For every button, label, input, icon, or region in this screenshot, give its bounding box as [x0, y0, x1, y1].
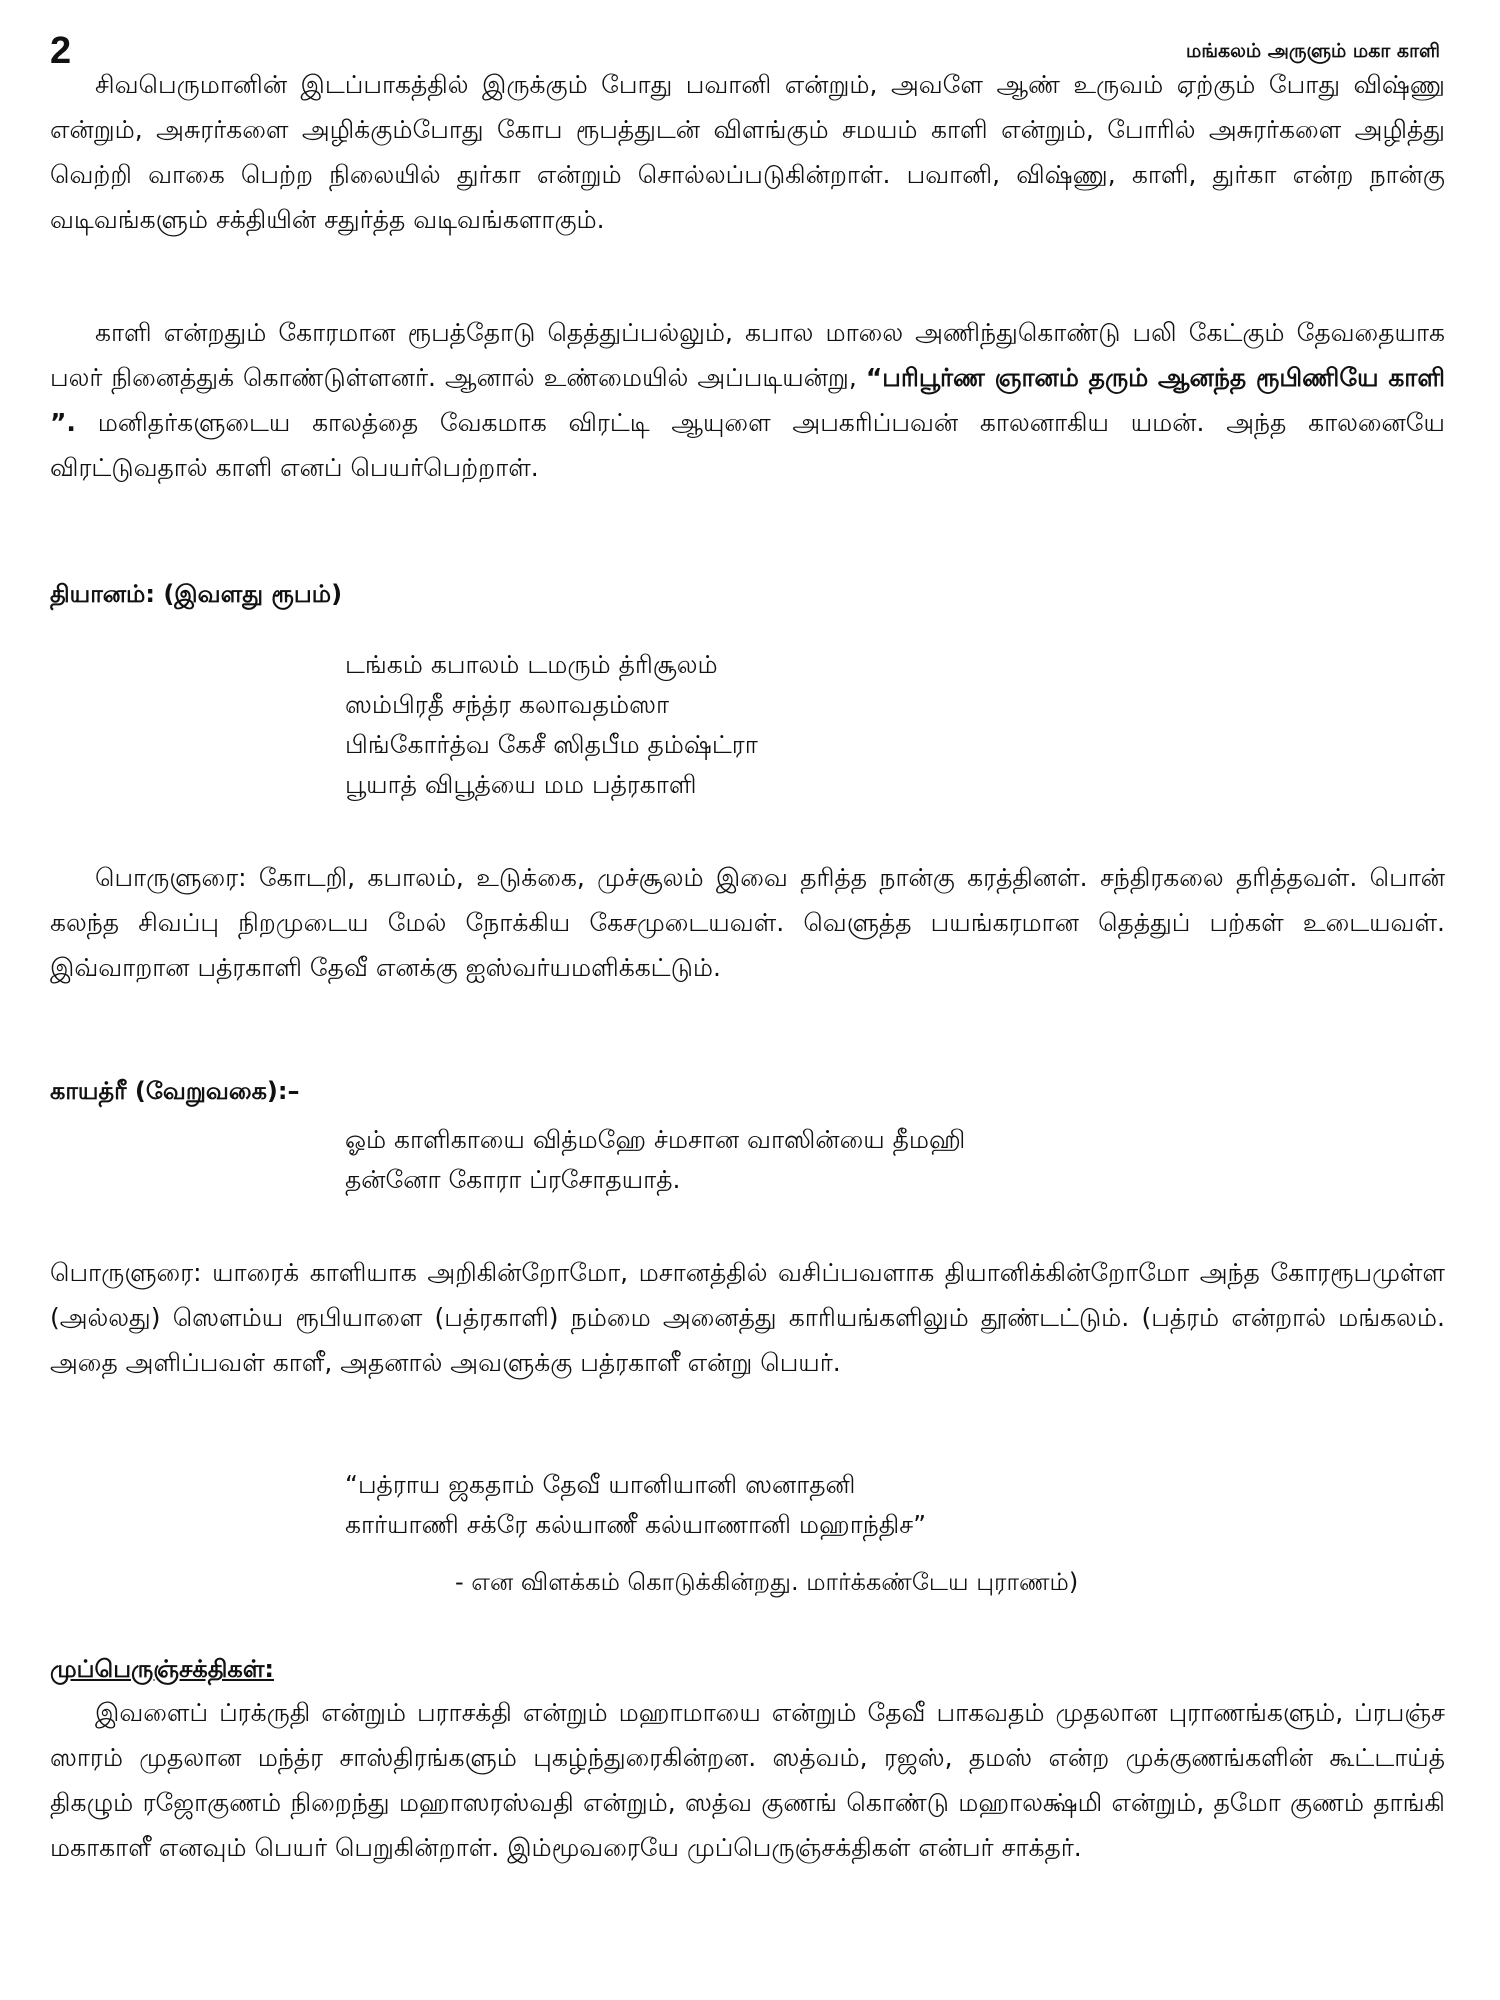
gayatri-meaning — [50, 1250, 1445, 1385]
dhyanam-meaning — [50, 855, 1445, 990]
verse-line: பூயாத் விபூத்யை மம பத்ரகாளி — [345, 770, 697, 799]
running-header-title: மங்கலம் அருளும் மகா காளி — [1186, 40, 1440, 62]
markandeya-quote — [345, 1465, 926, 1545]
paragraph-three-shaktis — [50, 1690, 1445, 1870]
section-heading-gayatri: காயத்ரீ (வேறுவகை):– — [50, 1077, 300, 1105]
paragraph-text-before: காளி என்றதும் கோரமான ரூபத்தோடு தெத்துப்பல்லும், கபால மாலை அணிந்துகொண்டு பலி கேட்கும் தேவதையாக பலர் நினைத்துக் கொண்டுள்ளனர். ஆனால் உண்மையில் அப்படியன்று, — [50, 318, 1445, 392]
page-number: 2 — [50, 30, 72, 72]
paragraph-text: பொருளுரை: கோடறி, கபாலம், உடுக்கை, முச்சூலம் இவை தரித்த நான்கு கரத்தினள். சந்திரகலை தரித்தவள். பொன் கலந்த சிவப்பு நிறமுடைய மேல் நோக்கிய கேசமுடையவள். வெளுத்த பயங்கரமான தெத்துப் பற்கள் உடையவள். இவ்வாறான பத்ரகாளி தேவீ எனக்கு ஐஸ்வர்யமளிக்கட்டும். — [50, 863, 1445, 982]
paragraph-text: சிவபெருமானின் இடப்பாகத்தில் இருக்கும் போது பவானி என்றும், அவளே ஆண் உருவம் ஏற்கும் போது விஷ்ணு என்றும், அசுரர்களை அழிக்கும்போது கோப ரூபத்துடன் விளங்கும் சமயம் காளி என்றும், போரில் அசுரர்களை அழித்து வெற்றி வாகை பெற்ற நிலையில் துர்கா என்றும் சொல்லப்படுகின்றாள். பவானி, விஷ்ணு, காளி, துர்கா என்ற நான்கு வடிவங்களும் சக்தியின் சதுர்த்த வடிவங்களாகும். — [50, 70, 1445, 234]
gayatri-verse — [345, 1120, 965, 1200]
verse-line: “பத்ராய ஜகதாம் தேவீ யானியானி ஸனாதனி — [345, 1470, 856, 1499]
verse-line: தன்னோ கோரா ப்ரசோதயாத். — [345, 1165, 681, 1194]
section-heading-dhyanam: தியானம்: (இவளது ரூபம்) — [50, 580, 343, 608]
paragraph-forms-of-shakti — [50, 62, 1445, 242]
paragraph-text: இவளைப் ப்ரக்ருதி என்றும் பராசக்தி என்றும் மஹாமாயை என்றும் தேவீ பாகவதம் முதலான புராணங்களும், ப்ரபஞ்ச ஸாரம் முதலான மந்த்ர சாஸ்திரங்களும் புகழ்ந்துரைகின்றன. ஸத்வம், ரஜஸ், தமஸ் என்ற முக்குணங்களின் கூட்டாய்த் திகழும் ரஜோகுணம் நிறைந்து மஹாஸரஸ்வதி என்றும், ஸத்வ குணங் கொண்டு மஹாலக்ஷ்மி என்றும், தமோ குணம் தாங்கி மகாகாளீ எனவும் பெயர் பெறுகின்றாள். இம்மூவரையே முப்பெருஞ்சக்திகள் என்பர் சாக்தர். — [50, 1698, 1445, 1862]
section-heading-mupperunjakthigal: முப்பெருஞ்சக்திகள்: — [50, 1655, 274, 1683]
verse-line: பிங்கோர்த்வ கேசீ ஸிதபீம தம்ஷ்ட்ரா — [345, 730, 758, 759]
highlighted-quote: “பரிபூர்ண ஞானம் தரும் ஆனந்த ரூபிணியே காளி ”. — [50, 363, 1446, 437]
verse-line: ஸம்பிரதீ சந்த்ர கலாவதம்ஸா — [345, 690, 669, 719]
verse-line: ஓம் காளிகாயை வித்மஹே ச்மசான வாஸின்யை தீமஹி — [345, 1125, 966, 1154]
verse-line: கார்யாணி சக்ரே கல்யாணீ கல்யாணானி மஹாந்திச” — [345, 1510, 927, 1539]
paragraph-meaning-of-kali — [50, 310, 1445, 490]
paragraph-text: பொருளுரை: யாரைக் காளியாக அறிகின்றோமோ, மசானத்தில் வசிப்பவளாக தியானிக்கின்றோமோ அந்த கோரரூபமுள்ள (அல்லது) ஸௌம்ய ரூபியாளை (பத்ரகாளி) நம்மை அனைத்து காரியங்களிலும் தூண்டட்டும். (பத்ரம் என்றால் மங்கலம். அதை அளிப்பவள் காளீ, அதனால் அவளுக்கு பத்ரகாளீ என்று பெயர். — [50, 1258, 1445, 1377]
paragraph-text-after: மனிதர்களுடைய காலத்தை வேகமாக விரட்டி ஆயுளை அபகரிப்பவன் காலனாகிய யமன். அந்த காலனையே விரட்டுவதால் காளி எனப் பெயர்பெற்றாள். — [50, 408, 1445, 482]
quote-attribution: - என விளக்கம் கொடுக்கின்றது. மார்க்கண்டேய புராணம்) — [455, 1568, 1079, 1596]
dhyanam-verse — [345, 645, 758, 805]
verse-line: டங்கம் கபாலம் டமரும் த்ரிசூலம் — [345, 650, 718, 679]
paragraph-text — [50, 310, 1445, 490]
